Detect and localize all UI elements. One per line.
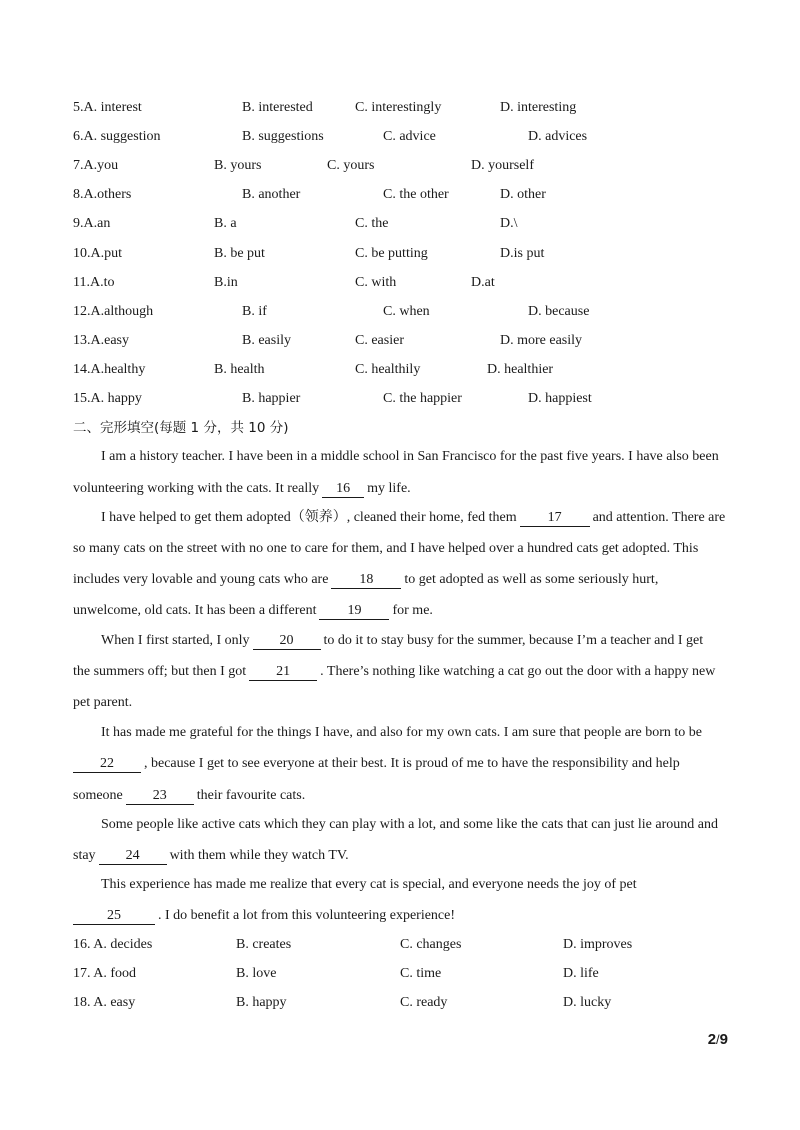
- passage-line: someone 23 their favourite cats.: [73, 788, 306, 803]
- blank-24[interactable]: 24: [99, 847, 167, 865]
- option-c: C. the: [355, 216, 389, 231]
- section-title: 二、完形填空(每题 1 分，共 10 分): [73, 420, 289, 436]
- option-b: B. another: [242, 187, 301, 202]
- option-c: C. time: [400, 966, 442, 981]
- option-c: C. be putting: [355, 246, 428, 261]
- question-number: 15.A. happy: [73, 391, 142, 406]
- option-d: D.\: [500, 216, 518, 231]
- option-c: C. ready: [400, 995, 448, 1010]
- question-number: 8.A.others: [73, 187, 132, 202]
- option-c: C. interestingly: [355, 100, 442, 115]
- option-d: D.at: [471, 275, 495, 290]
- passage-line: pet parent.: [73, 695, 133, 710]
- option-c: C. the happier: [383, 391, 462, 406]
- option-d: D. healthier: [487, 362, 554, 377]
- blank-16[interactable]: 16: [322, 480, 364, 498]
- option-b: B. happy: [236, 995, 287, 1010]
- passage-line: 25 . I do benefit a lot from this volunteering experience!: [73, 906, 728, 926]
- passage-line: Some people like active cats which they can play with a lot, and some like the cats that can just lie around and: [101, 817, 718, 832]
- option-b: B. suggestions: [242, 129, 324, 144]
- passage-line: volunteering working with the cats. It really 16 my life.: [73, 481, 411, 496]
- passage-line: includes very lovable and young cats who are 18 to get adopted as well as some seriously hurt,: [73, 572, 659, 587]
- option-b: B. love: [236, 966, 277, 981]
- option-d: D. yourself: [471, 158, 534, 173]
- passage-line: 22 , because I get to see everyone at their best. It is proud of me to have the responsibility and help: [73, 754, 728, 774]
- blank-21[interactable]: 21: [249, 663, 317, 681]
- question-number: 14.A.healthy: [73, 362, 146, 377]
- option-d: D. lucky: [563, 995, 612, 1010]
- option-d: D. advices: [528, 129, 588, 144]
- option-d: D. happiest: [528, 391, 592, 406]
- question-number: 6.A. suggestion: [73, 129, 161, 144]
- passage-line: stay 24 with them while they watch TV.: [73, 848, 349, 863]
- question-number: 18. A. easy: [73, 995, 136, 1010]
- passage-line: I have helped to get them adopted（领养）, cleaned their home, fed them 17 and attention. There are: [101, 510, 726, 525]
- question-number: 10.A.put: [73, 246, 122, 261]
- option-b: B.in: [214, 275, 238, 290]
- option-d: D. improves: [563, 937, 633, 952]
- option-b: B. yours: [214, 158, 262, 173]
- blank-25[interactable]: 25: [73, 907, 155, 925]
- option-b: B. if: [242, 304, 267, 319]
- question-number: 5.A. interest: [73, 100, 142, 115]
- option-b: B. a: [214, 216, 237, 231]
- blank-22[interactable]: 22: [73, 755, 141, 773]
- question-number: 12.A.although: [73, 304, 154, 319]
- page-number: 2/9: [707, 1031, 728, 1048]
- option-b: B. easily: [242, 333, 291, 348]
- option-b: B. interested: [242, 100, 313, 115]
- option-c: C. changes: [400, 937, 462, 952]
- passage-line: When I first started, I only 20 to do it to stay busy for the summer, because I’m a teacher and I get: [101, 633, 704, 648]
- option-c: C. yours: [327, 158, 375, 173]
- question-number: 9.A.an: [73, 216, 111, 231]
- question-number: 11.A.to: [73, 275, 115, 290]
- blank-19[interactable]: 19: [319, 602, 389, 620]
- option-d: D. more easily: [500, 333, 583, 348]
- option-b: B. health: [214, 362, 265, 377]
- blank-20[interactable]: 20: [253, 632, 321, 650]
- option-b: B. happier: [242, 391, 301, 406]
- passage-line: I am a history teacher. I have been in a middle school in San Francisco for the past five years. I have also been: [101, 449, 719, 464]
- option-d: D. interesting: [500, 100, 577, 115]
- option-c: C. with: [355, 275, 397, 290]
- blank-18[interactable]: 18: [331, 571, 401, 589]
- option-c: C. the other: [383, 187, 449, 202]
- passage-line: the summers off; but then I got 21 . There’s nothing like watching a cat go out the door with a happy new: [73, 664, 716, 679]
- blank-17[interactable]: 17: [520, 509, 590, 527]
- option-c: C. when: [383, 304, 430, 319]
- passage-line: This experience has made me realize that every cat is special, and everyone needs the joy of pet: [101, 877, 637, 892]
- blank-23[interactable]: 23: [126, 787, 194, 805]
- question-number: 7.A.you: [73, 158, 119, 173]
- passage-line: It has made me grateful for the things I have, and also for my own cats. I am sure that people are born to be: [101, 725, 703, 740]
- option-d: D. because: [528, 304, 590, 319]
- option-b: B. be put: [214, 246, 265, 261]
- option-c: C. advice: [383, 129, 436, 144]
- question-number: 17. A. food: [73, 966, 137, 981]
- question-number: 13.A.easy: [73, 333, 129, 348]
- passage-line: so many cats on the street with no one to care for them, and I have helped over a hundred cats get adopted. This: [73, 541, 699, 556]
- option-d: D. other: [500, 187, 546, 202]
- option-d: D.is put: [500, 246, 545, 261]
- question-number: 16. A. decides: [73, 937, 153, 952]
- passage-line: unwelcome, old cats. It has been a different 19 for me.: [73, 603, 433, 618]
- option-c: C. easier: [355, 333, 404, 348]
- option-b: B. creates: [236, 937, 292, 952]
- option-c: C. healthily: [355, 362, 421, 377]
- option-d: D. life: [563, 966, 599, 981]
